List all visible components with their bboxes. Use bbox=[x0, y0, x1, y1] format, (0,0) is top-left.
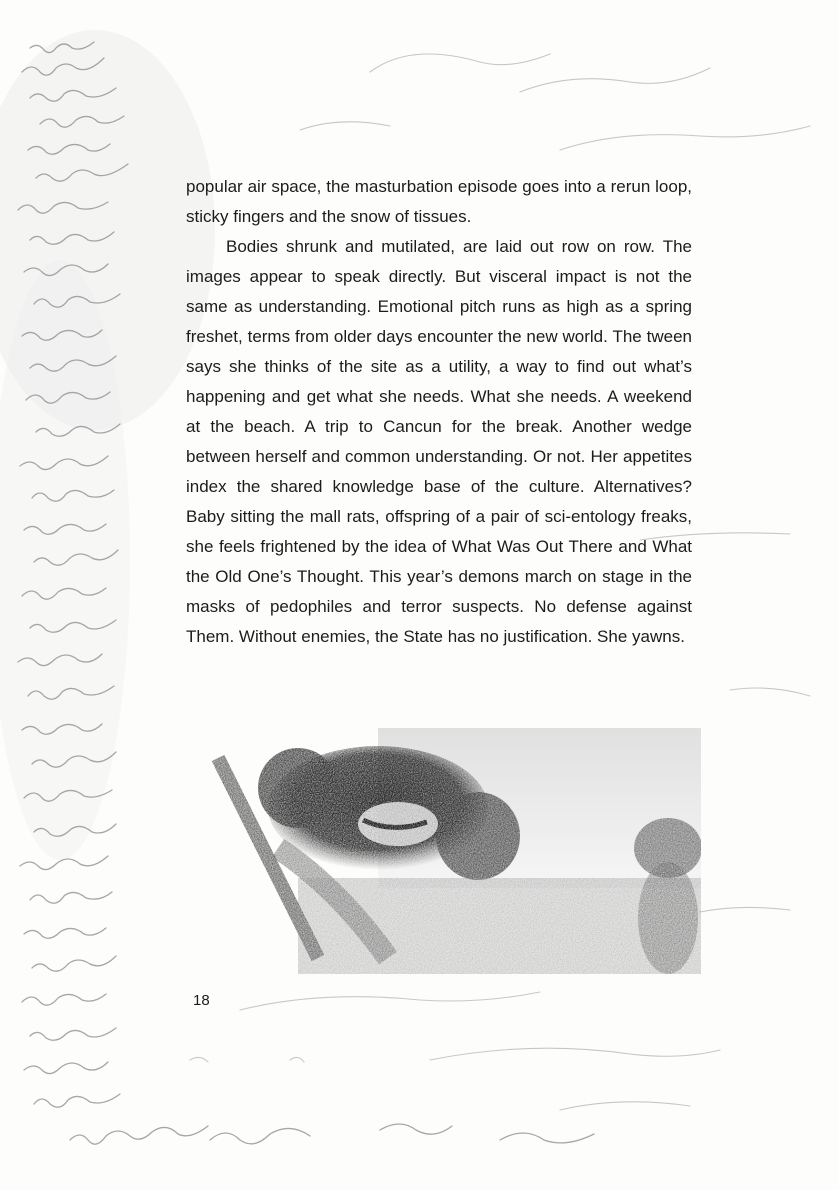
paragraph-continued: popular air space, the masturbation episode goes into a rerun loop, sticky fingers and the snow of tissues. bbox=[186, 177, 692, 226]
paragraph-bodies: Bodies shrunk and mutilated, are laid out row on row. The images appear to speak directly. But visceral impact is not the same as understanding. Emotional pitch runs as high as a spring freshet, terms from older days encounter the new world. The tween says she thinks of the site as a utility, a way to find out what’s happening and get what she needs. What she needs. A weekend at the beach. A trip to Cancun for the break. Another wedge between herself and common understanding. Or not. Her appetites index the shared knowledge base of the culture. Alternatives? Baby sitting the mall rats, offspring of a pair of sci-entology freaks, she feels frightened by the idea of What Was Out There and What the Old One’s Thought. This year’s demons march on stage in the masks of pedophiles and terror suspects. No defense against Them. Without enemies, the State has no justification. She yawns. bbox=[186, 237, 692, 646]
pencil-drawing-illustration bbox=[178, 728, 701, 974]
page-number: 18 bbox=[193, 992, 210, 1009]
body-text bbox=[186, 172, 692, 652]
